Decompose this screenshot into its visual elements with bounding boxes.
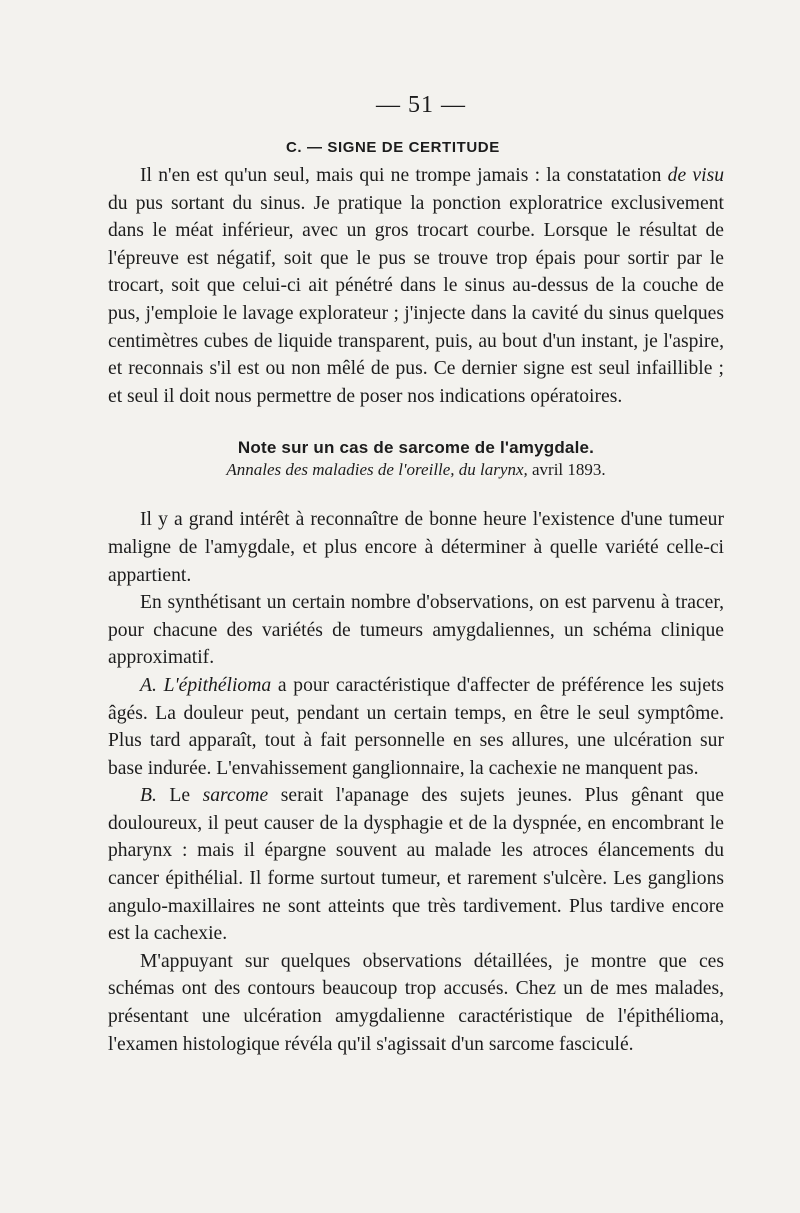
para-label: B. [140, 785, 157, 807]
note-journal: Annales des maladies de l'oreille, du larynx, [226, 460, 528, 480]
paragraph-sarcome [108, 782, 724, 948]
page [108, 92, 724, 1058]
paragraph-epithelioma [108, 672, 724, 782]
para-text: du pus sortant du sinus. Je pratique la ponction exploratrice exclusivement dans le méat inférieur, avec un gros trocart courbe. Lorsque le résultat de l'épreuve est négatif, soit que le pus se trouve trop épais pour sortir par le trocart, soit que celui-ci ait pénétré dans le sinus au-dessus de la couche de pus, j'emploie le lavage explorateur ; j'injecte dans la cavité du sinus quelques centimètres cubes de liquide transparent, puis, au bout d'un instant, je l'aspire, et reconnais s'il est ou non mêlé de pus. Ce dernier signe est seul infaillible ; et seul il doit nous permettre de poser nos indications opératoires. [108, 192, 724, 407]
paragraph-2: En synthétisant un certain nombre d'observations, on est parvenu à tracer, pour chacune des variétés de tumeurs amygdaliennes, un schéma clinique approximatif. [108, 592, 724, 669]
paragraph-5: M'appuyant sur quelques observations détaillées, je montre que ces schémas ont des contours beaucoup trop accusés. Chez un de mes malades, présentant une ulcération amygdalienne caractéristique de l'épithélioma, l'examen histologique révéla qu'il s'agissait d'un sarcome fasciculé. [108, 950, 724, 1055]
para-text: serait l'apanage des sujets jeunes. Plus gênant que douloureux, il peut causer de la dysphagie et de la dyspnée, en encombrant le pharynx : mais il épargne souvent au malade les atroces élancements du cancer épithélial. Il forme surtout tumeur, et rarement s'ulcère. Les ganglions angulo-maxillaires ne sont atteints que très tardivement. Plus tardive encore est la cachexie. [108, 785, 724, 945]
section-heading: C. — SIGNE DE CERTITUDE [286, 139, 500, 156]
note-date: avril 1893. [527, 460, 606, 480]
para-label: A. L'épithélioma [140, 674, 272, 696]
para-emphasis: sarcome [202, 785, 269, 807]
paragraph-certitude [108, 162, 724, 410]
paragraph-1: Il y a grand intérêt à reconnaître de bonne heure l'existence d'une tumeur maligne de l'amygdale, et plus encore à déterminer à quelle variété celle-ci appartient. [108, 509, 724, 586]
page-number: — 51 — [376, 92, 466, 118]
para-text: Le [156, 785, 203, 807]
para-text: Il n'en est qu'un seul, mais qui ne trompe jamais : la constatation [140, 165, 668, 186]
para-text: a pour caractéristique d'affecter de préférence les sujets âgés. La douleur peut, pendant un certain temps, en être le seul symptôme. Plus tard apparaît, tout à fait personnelle en ses allures, une ulcération sur base indurée. L'envahissement ganglionnaire, la cachexie ne manquent pas. [108, 674, 725, 779]
note-source [108, 460, 724, 480]
para-emphasis: de visu [667, 165, 724, 186]
note-title: Note sur un cas de sarcome de l'amygdale. [237, 438, 595, 458]
